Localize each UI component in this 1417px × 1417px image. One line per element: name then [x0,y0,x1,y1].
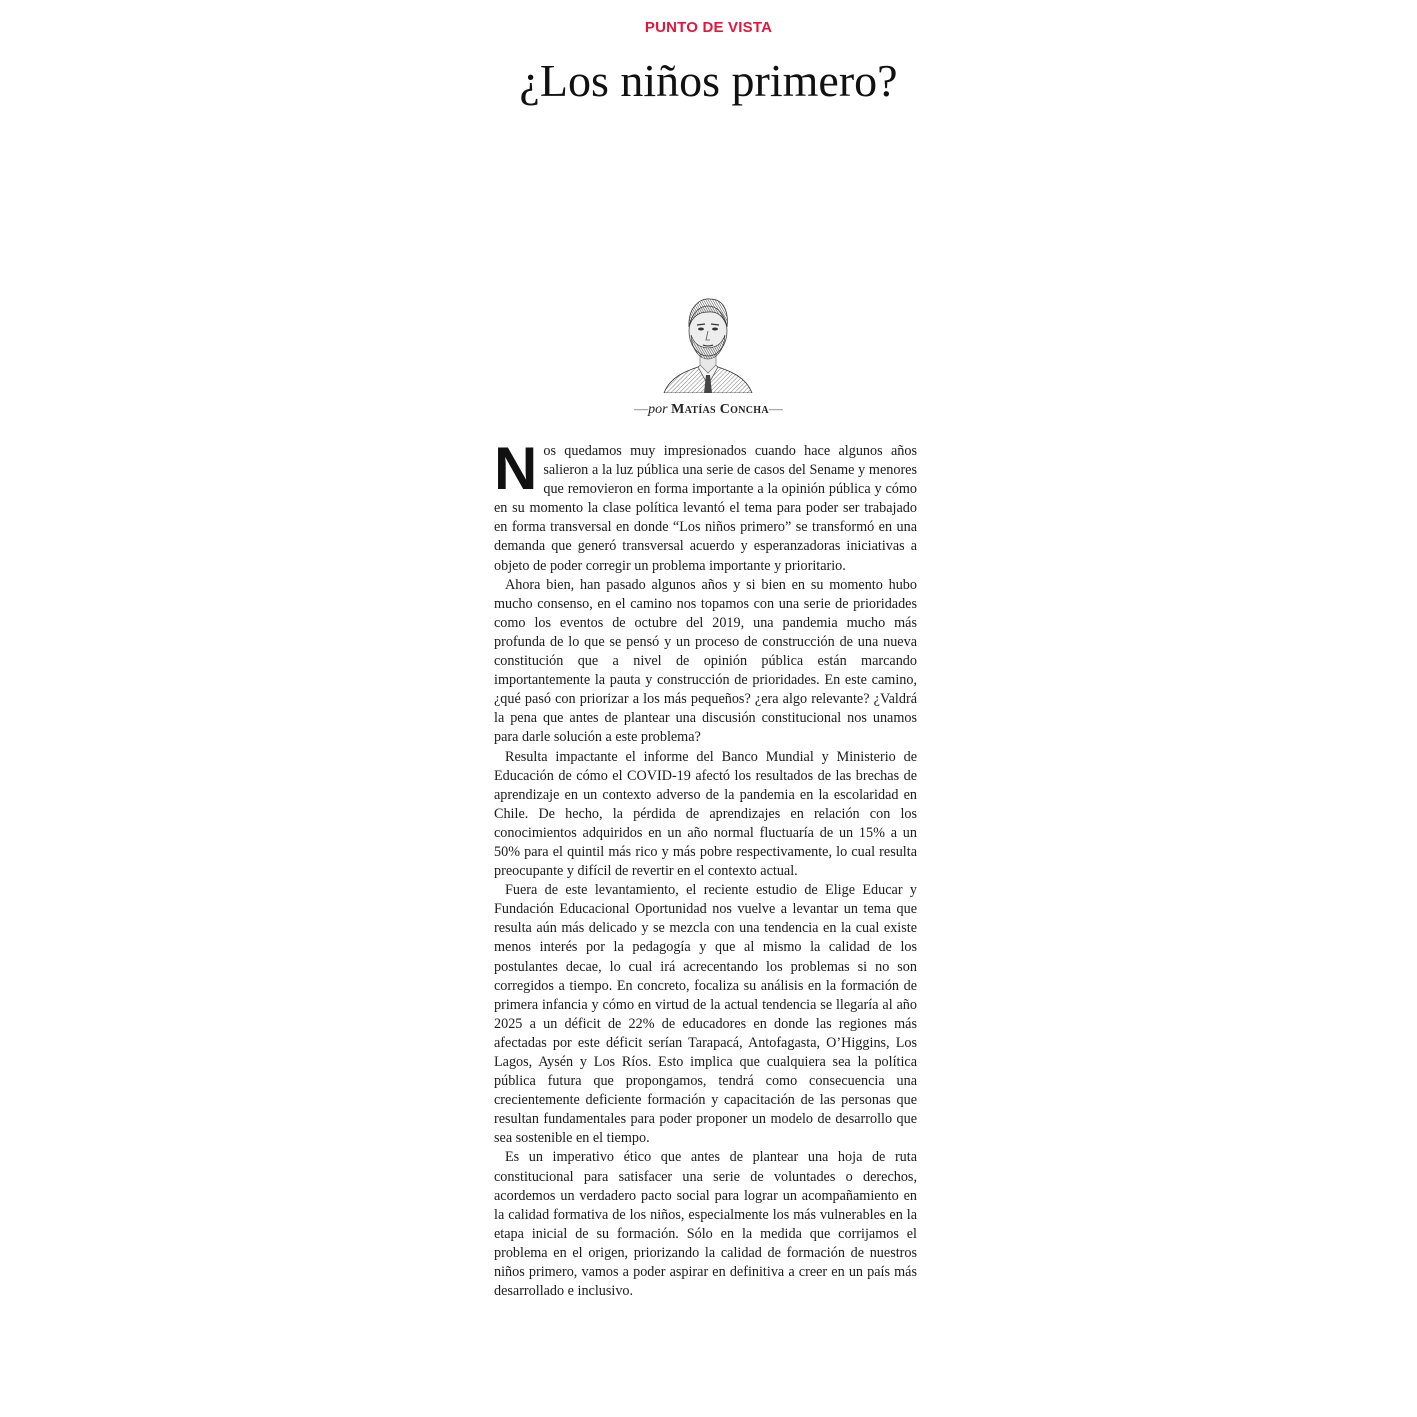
article-body [494,435,917,1301]
author-portrait-illustration [660,293,756,393]
section-kicker: PUNTO DE VISTA [644,19,773,36]
byline-por: por [648,402,668,417]
article-paragraph-5: Es un imperativo ético que antes de plantear una hoja de ruta constitucional para satisfacer una serie de voluntades o derechos, acordemos un verdadero pacto social para lograr un acompañamiento en la calidad formativa de los niños, especialmente los más vulnerables en la etapa inicial de su formación. Sólo en la medida que corrijamos el problema en el origen, priorizando la calidad de formación de nuestros niños primero, vamos a poder aspirar en definitiva a creer en un país más desarrollado e inclusivo. [494,1149,917,1300]
article-paragraph-2: Ahora bien, han pasado algunos años y si bien en su momento hubo mucho consenso, en el camino nos topamos con una serie de prioridades como los eventos de octubre del 2019, una pandemia mucho más profunda de lo que se pensó y un proceso de construcción de una nueva constitución que a nivel de opinión pública están marcando importantemente la pauta y construcción de prioridades. En este camino, ¿qué pasó con priorizar a los más pequeños? ¿era algo relevante? ¿Valdrá la pena que antes de plantear una discusión constitucional nos unamos para darle solución a este problema? [494,576,917,746]
author-name: Matías Concha [671,402,769,417]
byline-dash-right: — [768,402,783,417]
byline-dash-left: — [634,402,649,417]
paragraph-text: os quedamos muy impresionados cuando hace algunos años salieron a la luz pública una serie de casos del Sename y menores que removieron en forma importante a la opinión pública y cómo en su momento la clase política levantó el tema para poder ser trabajado en forma transversal en donde “Los niños primero” se transformó en una demanda que generó transversal acuerdo y esperanzadoras iniciativas a objeto de poder corregir un problema importante y prioritario. [494,443,917,574]
drop-cap: N [494,435,538,502]
byline [0,402,1417,418]
headline: ¿Los niños primero? [519,55,898,106]
article-paragraph-1 [494,435,917,576]
article-paragraph-4: Fuera de este levantamiento, el reciente estudio de Elige Educar y Fundación Educacional Oportunidad nos vuelve a levantar un tema que resulta aún más delicado y se mezcla con una tendencia en la cual existe menos interés por la pedagogía y que al mismo la calidad de los postulantes decae, lo cual irá acrecentando los problemas si no son corregidos a tiempo. En concreto, focaliza su análisis en la formación de primera infancia y cómo en virtud de la actual tendencia se llegaría al año 2025 a un déficit de 22% de educadores en donde las regiones más afectadas por este déficit serían Tarapacá, Antofagasta, O’Higgins, Los Lagos, Aysén y Los Ríos. Esto implica que cualquiera sea la política pública futura que propongamos, tendrá como consecuencia una crecientemente deficiente formación y capacitación de las personas que resultan fundamentales para poder proponer un modelo de desarrollo que sea sostenible en el tiempo. [494,882,917,1147]
article-paragraph-3: Resulta impactante el informe del Banco Mundial y Ministerio de Educación de cómo el COVID-19 afectó los resultados de las brechas de aprendizaje en un contexto adverso de la pandemia en la escolaridad en Chile. De hecho, la pérdida de aprendizajes en relación con los conocimientos adquiridos en un año normal fluctuaría de un 15% a un 50% para el quintil más rico y más pobre respectivamente, lo cual resulta preocupante y difícil de revertir en el contexto actual. [494,748,917,880]
